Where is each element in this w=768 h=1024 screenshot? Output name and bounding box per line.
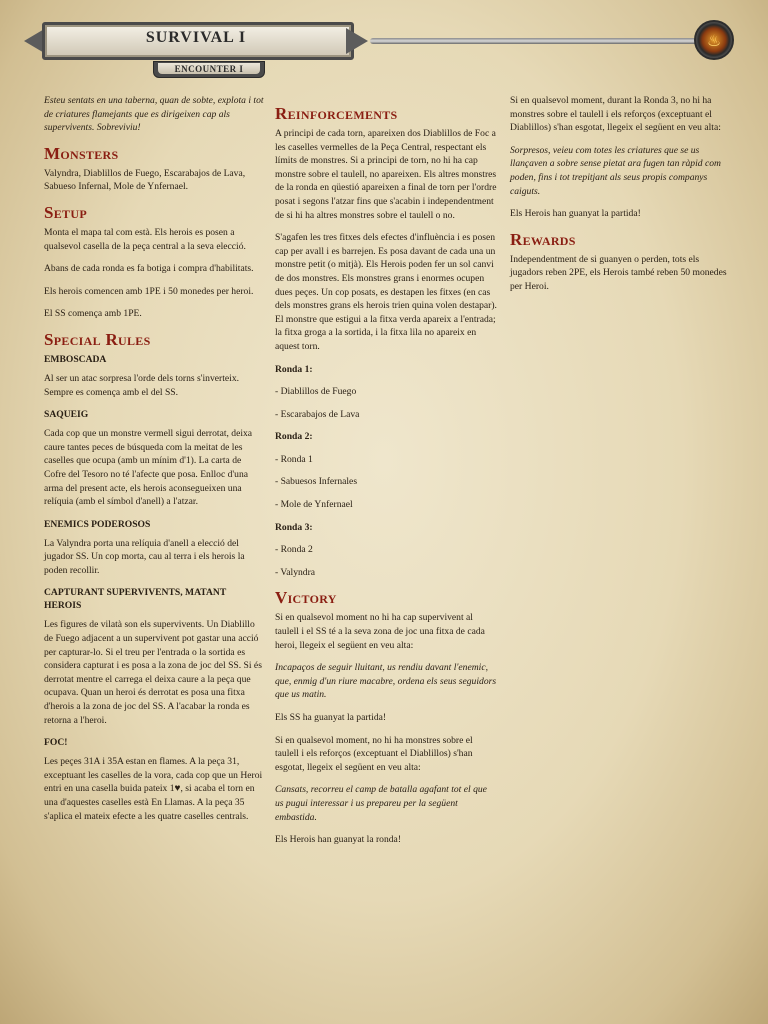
setup-paragraph: Els herois comencen amb 1PE i 50 monedes per heroi. — [44, 285, 254, 297]
list-item: - Escarabajos de Lava — [275, 408, 360, 420]
page-title: SURVIVAL I — [145, 29, 247, 46]
monsters-text: Valyndra, Diablillos de Fuego, Escarabajos de Lava, Sabueso Infernal, Mole de Ynfernael. — [44, 167, 246, 193]
title-banner — [22, 18, 370, 64]
victory-text: Els Herois han guanyat la ronda! — [275, 834, 402, 846]
victory-text: Els SS ha guanyat la partida! — [275, 712, 387, 723]
intro-text: Esteu sentats en una taberna, quan de sobte, explota i tot de criatures flamejants que es dirigeixen cap als supervivents. Sobreviviu! — [44, 95, 264, 134]
column-right — [510, 94, 732, 303]
setup-heading: Setup — [44, 202, 87, 222]
flame-emblem-icon: ♨ — [694, 20, 734, 60]
column-middle — [275, 102, 497, 856]
encounter-label: ENCOUNTER I — [158, 63, 260, 74]
victory-text: Els Herois han guanyat la partida! — [510, 208, 641, 220]
rule-text: La Valyndra porta una relíquia d'anell a elecció del jugador SS. Un cop morta, cau al terra i els herois la poden recollir. — [44, 537, 245, 576]
round-label: Ronda 2: — [275, 431, 313, 443]
rule-text: Al ser un atac sorpresa l'orde dels torns s'inverteix. Sempre es comença amb el del SS. — [44, 372, 240, 398]
rule-title: CAPTURANT SUPERVIVENTS, MATANT HEROIS — [44, 587, 227, 612]
victory-text: Si en qualsevol moment, durant la Ronda 3, no hi ha monstres sobre el taulell i els reforços (exceptuant el Diablillos) s'han esgotat, llegeix el següent en veu alta: — [510, 95, 721, 134]
rule-text-part: Les peçes 31A i 35A estan en flames. A la peça 31, exceptuant les caselles de la vora, cada cop que un Heroi entri en una casella buida pateix 1 — [44, 756, 263, 795]
victory-quote: Cansats, recorreu el camp de batalla agafant tot el que us pugui interessar i us prepareu per la següent embastida. — [275, 784, 487, 823]
rule-text: Cada cop que un monstre vermell sigui derrotat, deixa caure tantes peces de búsqueda com la meitat de les caselles que ocupa (amb un mínim d'1). La carta de Cofre del Tesoro no té l'afecte que posa. Enlloc d'una arma del present acte, els herois aconsegueixen una relíquia (amb el símbol d'anell) a l'atzar. — [44, 428, 253, 508]
reinforcements-text: A principi de cada torn, apareixen dos Diablillos de Foc a les caselles vermelles de la Peça Central, respectant els límits de monstres. Si a principi de torn, no hi ha cap monstre sobre el taulell, no apareixen. Els altres monstres de la ronda en qüestió apareixen a final de torn per l'ordre posat i segons l'atzar fins que s'acabin i independentment de si hi ha altres monstres sobre el taulell o no. — [275, 128, 497, 221]
rule-title: ENEMICS PODEROSOS — [44, 518, 151, 530]
list-item: - Ronda 1 — [275, 453, 313, 465]
rewards-text: Independentment de si guanyen o perden, tots els jugadors reben 2PE, els Herois també reben 50 monedes per Heroi. — [510, 253, 727, 292]
column-left — [44, 94, 264, 832]
victory-quote: Sorpresos, veieu com totes les criatures que se us llançaven a sobre sense pietat ara fugen tan ràpid com poden, fins i tot trepitjant als seus propis companys caiguts. — [510, 144, 721, 197]
heart-icon: ♥ — [174, 783, 181, 795]
list-item: - Diablillos de Fuego — [275, 386, 357, 398]
setup-paragraph: El SS comença amb 1PE. — [44, 308, 142, 320]
rule-title: SAQUEIG — [44, 409, 89, 421]
list-item: - Sabuesos Infernales — [275, 476, 358, 488]
setup-paragraph: Abans de cada ronda es fa botiga i compra d'habilitats. — [44, 263, 254, 275]
victory-text: Si en qualsevol moment no hi ha cap supervivent al taulell i el SS té a la seva zona de joc una fitxa de cada heroi, llegeix el següent en veu alta: — [275, 612, 485, 651]
list-item: - Ronda 2 — [275, 544, 313, 556]
victory-text: Si en qualsevol moment, no hi ha monstres sobre el taulell i els reforços (exceptuant el Diablillos) s'han esgotat, llegeix el següent en veu alta: — [275, 734, 473, 773]
victory-heading: Victory — [275, 588, 337, 608]
rule-text — [44, 755, 264, 823]
victory-quote: Incapaços de seguir lluitant, us rendiu davant l'enemic, que, enmig d'un riure macabre, ordena els seus seguidors que us matin. — [275, 662, 497, 701]
reinforcements-heading: Reinforcements — [275, 104, 398, 123]
banner-rod — [370, 38, 700, 44]
rewards-heading: Rewards — [510, 229, 576, 249]
monsters-heading: Monsters — [44, 143, 119, 163]
list-item: - Mole de Ynfernael — [275, 499, 353, 511]
rule-title: FOC! — [44, 737, 68, 749]
special-rules-heading: Special Rules — [44, 329, 151, 349]
reinforcements-text: S'agafen les tres fitxes dels efectes d'influència i es posen cap per avall i es barrejen. Es posa davant de cada una un monstre petit (o mitjà). Els Herois poden fer un sol canvi de dos monstres. Els monstres grans i enormes ocupen dues peçes. Un cop posats, es destapen les fitxes (en cas dels monstres grans els herois trien quina volen destapar). El monstre que estigui a la fitxa verda apareix a l'entrada; la fitxa groga a la sortida, i la fitxa lila no apareix en aquest torn. — [275, 232, 497, 352]
round-label: Ronda 1: — [275, 363, 313, 375]
rule-text-part: , si acaba el torn en una d'aquestes caselles està En Llamas. A la peça 35 s'aplica el mateix efecte a les quatre caselles centrals. — [44, 783, 255, 822]
round-label: Ronda 3: — [275, 521, 313, 533]
rule-title: EMBOSCADA — [44, 353, 107, 365]
rule-text: Les figures de vilatà son els supervivents. Un Diablillo de Fuego adjacent a un supervivent pot gastar una acció per capturar-lo. Si el treu per l'entrada o la sortida es considera capturat i es posa a la zona de joc del SS. Si és derrotat mentre el carrega el deixa caure a la peça que ocupava. Quan un heroi és derrotat es posa una fitxa d'herois a la zona de joc del SS. A l'acabar la ronda es retorna a l'heroi. — [44, 619, 262, 726]
list-item: - Valyndra — [275, 566, 316, 578]
encounter-tab — [153, 61, 265, 78]
setup-paragraph: Monta el mapa tal com està. Els herois es posen a qualsevol casella de la peça central a la seva elecció. — [44, 226, 246, 252]
